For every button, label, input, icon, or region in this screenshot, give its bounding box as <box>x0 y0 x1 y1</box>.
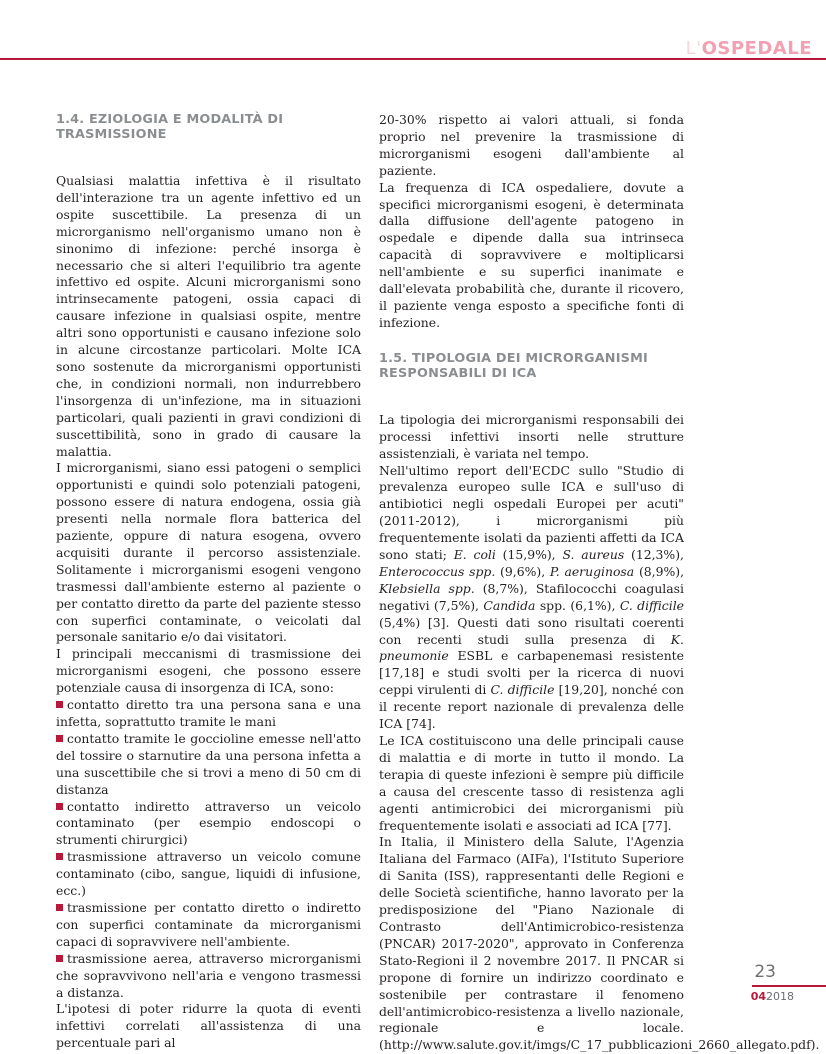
paragraph: La tipologia dei microrganismi responsabili dei processi infettivi insorti nelle strutture assistenziali, è variata nel tempo. <box>379 411 684 461</box>
paragraph: Le ICA costituiscono una delle principali cause di malattia e di morte in tutto il mondo. La terapia di queste infezioni è sempre più difficile a causa del crescente tasso di resistenza agli agenti antimicrobici dei microrganismi più frequentemente isolati e associati ad ICA [77]. <box>379 733 684 833</box>
text-run: Nell'ultimo report dell'ECDC sullo "Studio di prevalenza europeo sulle ICA e sull'uso di antibiotici negli ospedali Europei per acuti" (2011-2012), i microrganismi più frequentemente isolati da pazienti affetti da ICA sono stati; <box>379 462 684 563</box>
bullet-square-icon <box>56 701 63 708</box>
paragraph: La frequenza di ICA ospedaliere, dovute a specifici microrganismi esogeni, è determinata dalla diffusione dell'agente patogeno in ospedale e dipende dalla sua intrinseca capacità di sopravvivere e moltiplicarsi nell'ambiente e su superfici inanimate e dall'elevata probabilità che, durante il ricovero, il paziente venga esposto a specifiche fonti di infezione. <box>379 179 684 330</box>
list-item-text: contatto diretto tra una persona sana e una infetta, soprattutto tramite le mani <box>56 697 361 729</box>
list-item-text: trasmissione aerea, attraverso microrganismi che sopravvivono nell'aria e vengono trasmessi a distanza. <box>56 950 361 1000</box>
species-name: E. coli <box>453 547 496 563</box>
bullet-square-icon <box>56 735 63 742</box>
text-run: (9,6%), <box>495 563 550 579</box>
species-name: Enterococcus spp. <box>379 563 496 579</box>
footer-rule <box>752 985 826 987</box>
text-run: ESBL e carbapenemasi resistente [17,18] e studi svolti per la ricerca di nuovi ceppi virulenti di <box>379 648 684 698</box>
list-item-text: contatto tramite le goccioline emesse nell'atto del tossire o starnutire da una persona infetta a una suscettibile che si trovi a meno di 50 cm di distanza <box>56 730 361 797</box>
issue-year: 2018 <box>766 990 794 1003</box>
paragraph: In Italia, il Ministero della Salute, l'Agenzia Italiana del Farmaco (AIFa), l'Istituto Superiore di Sanita (ISS), rappresentanti delle Regioni e delle Società scientifiche, hanno lavorato per la predisposizione del "Piano Nazionale di Contrasto dell'Antimicrobico-resistenza (PNCAR) 2017-2020", approvato in Conferenza Stato-Regioni il 2 novembre 2017. Il PNCAR si propone di fornire un indirizzo coordinato e sostenibile per contrastare il fenomeno dell'antimicrobico-resistenza a livello nazionale, regionale e locale. (http://www.salute.gov.it/imgs/C_17_pubblicazioni_2660_allegato.pdf). <box>379 834 820 1053</box>
list-item <box>56 799 361 850</box>
species-name: Candida <box>483 597 536 613</box>
text-run: (8,9%), <box>634 563 685 579</box>
left-column <box>56 112 361 1052</box>
paragraph: L'ipotesi di poter ridurre la quota di eventi infettivi correlati all'assistenza di una percentuale pari al <box>56 1001 361 1051</box>
magazine-logo <box>686 38 812 59</box>
species-name: C. difficile <box>619 597 684 613</box>
logo-apostrophe: L' <box>685 38 702 59</box>
list-item-text: trasmissione attraverso un veicolo comune contaminato (cibo, sangue, liquidi di infusione, ecc.) <box>56 849 361 899</box>
species-name: P. aeruginosa <box>549 563 635 579</box>
species-name: C. difficile <box>490 682 555 698</box>
text-run: (8,7%), Stafilococchi coagulasi negativi (7,5%), <box>379 580 684 613</box>
species-name: Klebsiella spp. <box>379 580 475 596</box>
list-item-text: trasmissione per contatto diretto o indiretto con superfici contaminate da microrganismi capaci di sopravvivere nell'ambiente. <box>56 899 361 949</box>
text-run: spp. (6,1%), <box>535 597 620 613</box>
list-item <box>56 697 361 731</box>
text-run: (15,9%), <box>495 547 563 563</box>
issue-number: 04 <box>750 990 766 1003</box>
species-name: K. pneumonie <box>379 631 684 664</box>
section-heading-1-5: 1.5. TIPOLOGIA DEI MICRORGANISMI RESPONSABILI DI ICA <box>379 350 648 381</box>
paragraph: Qualsiasi malattia infettiva è il risultato dell'interazione tra un agente infettivo ed un ospite suscettibile. La presenza di un microrganismo nell'organismo umano non è sinonimo di infezione: perché insorga è necessario che si alteri l'equilibrio tra agente infettivo ed ospite. Alcuni microrganismi sono intrinsecamente patogeni, ossia capaci di causare infezione in qualsiasi ospite, mentre altri sono opportunisti e causano infezione solo in alcune circostanze particolari. Molte ICA sono sostenute da microrganismi opportunisti che, in condizioni normali, non indurrebbero l'insorgenza di un'infezione, ma in situazioni particolari, quali pazienti in gravi condizioni di suscettibilità, sono in grado di causare la malattia. <box>56 173 361 459</box>
text-run: (12,3%), <box>624 547 684 563</box>
list-item <box>56 900 361 951</box>
bullet-square-icon <box>56 803 63 810</box>
list-item <box>56 849 361 900</box>
bullet-square-icon <box>56 904 63 911</box>
species-name: S. aureus <box>562 547 625 563</box>
paragraph-ecdc-report <box>379 463 684 734</box>
transmission-list <box>56 697 361 1001</box>
section-heading-1-4: 1.4. EZIOLOGIA E MODALITÀ DI TRASMISSIONE <box>56 112 284 142</box>
page-number: 23 <box>754 962 776 982</box>
logo-text: OSPEDALE <box>701 38 812 59</box>
issue-label <box>751 990 794 1003</box>
bullet-square-icon <box>56 853 63 860</box>
paragraph: 20-30% rispetto ai valori attuali, si fonda proprio nel prevenire la trasmissione di microrganismi esogeni dall'ambiente al paziente. <box>379 112 684 178</box>
bullet-square-icon <box>56 955 63 962</box>
list-item <box>56 731 361 799</box>
text-run: (5,4%) [3]. Questi dati sono risultati coerenti con recenti studi sulla presenza di <box>379 614 684 647</box>
text-run: [19,20], nonché con il recente report nazionale di prevalenza delle ICA [74]. <box>379 682 684 732</box>
list-item-text: contatto indiretto attraverso un veicolo contaminato (per esempio endoscopi o strumenti chirurgici) <box>56 798 361 848</box>
paragraph: I principali meccanismi di trasmissione dei microrganismi esogeni, che possono essere potenziale causa di insorgenza di ICA, sono: <box>56 646 361 696</box>
paragraph: I microrganismi, siano essi patogeni o semplici opportunisti e quindi solo potenziali patogeni, possono essere di natura endogena, ossia già presenti nella normale flora batterica del paziente, oppure di natura esogena, ovvero acquisiti durante il percorso assistenziale. Solitamente i microrganismi esogeni vengono trasmessi dall'ambiente esterno al paziente o per contatto diretto da parte del paziente stesso con superfici contaminate, o veicolati dal personale sanitario e/o dai visitatori. <box>56 460 361 645</box>
list-item <box>56 951 361 1002</box>
